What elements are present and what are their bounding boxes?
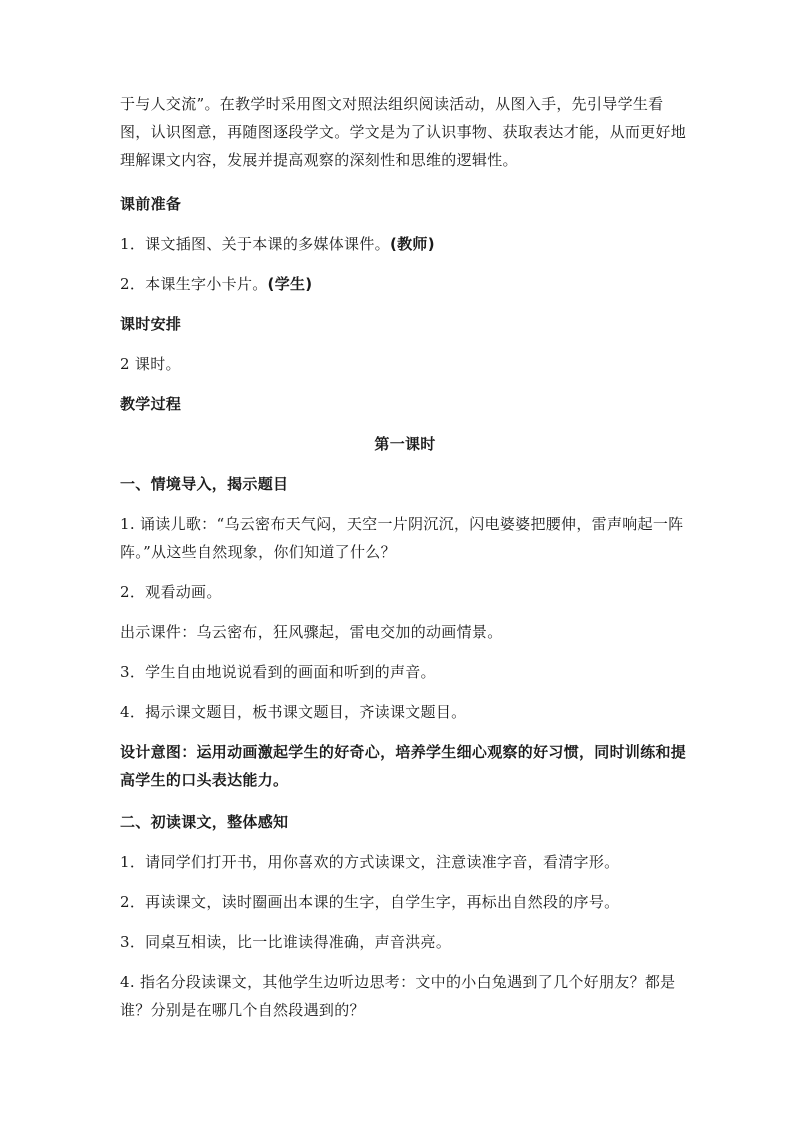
prep-item-2 [120, 270, 690, 298]
section2-item: 2．再读课文，读时圈画出本课的生字，自学生字，再标出自然段的序号。 [120, 893, 620, 911]
prep-item-tag: (学生) [267, 275, 313, 293]
prep-item-tag: (教师) [389, 235, 435, 253]
prep-item-text: 1．课文插图、关于本课的多媒体课件。 [120, 235, 390, 253]
schedule-heading: 课时安排 [120, 315, 182, 333]
section2-item: 4. 指名分段读课文，其他学生边听边思考：文中的小白兔遇到了几个好朋友？都是谁？分别是在哪几个自然段遇到的？ [120, 973, 676, 1019]
section1-heading: 一、情境导入，揭示题目 [120, 475, 289, 493]
prep-item-text: 2．本课生字小卡片。 [120, 275, 268, 293]
prep-heading: 课前准备 [120, 195, 182, 213]
section1-item: 2．观看动画。 [120, 583, 222, 601]
lesson-title: 第一课时 [374, 435, 436, 453]
process-heading: 教学过程 [120, 395, 182, 413]
section1-item: 4．揭示课文题目，板书课文题目，齐读课文题目。 [120, 703, 467, 721]
section2-item: 1．请同学们打开书，用你喜欢的方式读课文，注意读准字音，看清字形。 [120, 853, 620, 871]
intro-paragraph: 于与人交流”。在教学时采用图文对照法组织阅读活动，从图入手，先引导学生看图，认识图意，再随图逐段学文。学文是为了认识事物、获取表达才能，从而更好地理解课文内容，发展并提高观察的深刻性和思维的逻辑性。 [120, 95, 687, 169]
section2-heading: 二、初读课文，整体感知 [120, 813, 289, 831]
section1-item: 1. 诵读儿歌：“乌云密布天气闷，天空一片阴沉沉，闪电婆婆把腰伸，雷声响起一阵阵。”从这些自然现象，你们知道了什么？ [120, 515, 684, 561]
section1-item: 3．学生自由地说说看到的画面和听到的声音。 [120, 663, 436, 681]
document-body [120, 90, 690, 1036]
prep-item-1 [120, 230, 690, 258]
schedule-text: 2 课时。 [120, 355, 181, 373]
design-note: 设计意图：运用动画激起学生的好奇心，培养学生细心观察的好习惯，同时训练和提高学生的口头表达能力。 [120, 743, 687, 789]
section1-item: 出示课件：乌云密布，狂风骤起，雷电交加的动画情景。 [120, 623, 503, 641]
section2-item: 3．同桌互相读，比一比谁读得准确，声音洪亮。 [120, 933, 452, 951]
